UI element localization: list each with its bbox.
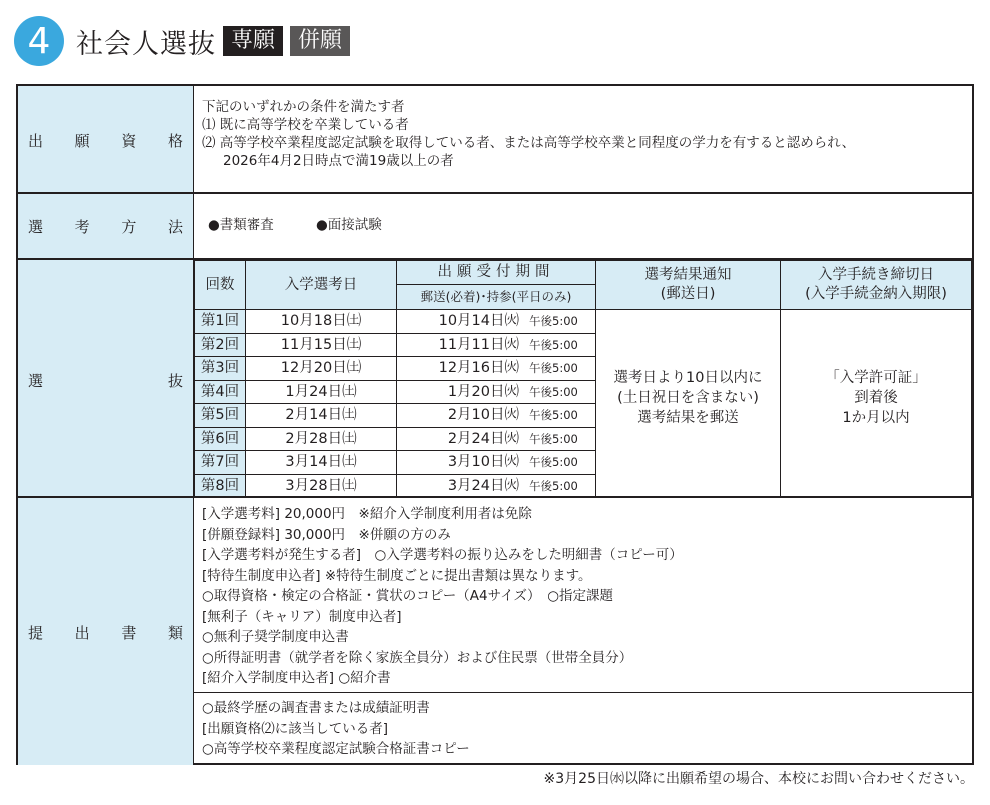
- deadline-notice: [780, 309, 972, 497]
- label-selection: [18, 260, 194, 497]
- result-notice: [595, 309, 781, 497]
- apply-cell: [396, 356, 596, 381]
- exam-date-cell: 2月28日㈯: [245, 427, 397, 452]
- documents-line: [出願資格⑵に該当している者]: [202, 720, 389, 737]
- deadline-line: 「入学許可証」: [825, 370, 927, 386]
- label-method: [18, 194, 194, 258]
- documents-line: [入学選考料] 20,000円 ※紹介入学制度利用者は免除: [202, 506, 532, 522]
- apply-cell: [396, 380, 596, 405]
- round-cell: 第1回: [194, 309, 246, 334]
- th-result-sub: (郵送日): [660, 286, 716, 302]
- label-char: 格: [167, 132, 183, 150]
- exam-date-cell: 11月15日㈯: [245, 333, 397, 358]
- label-text-documents: [28, 622, 183, 643]
- documents-line: ○所得証明書（就学者を除く家族全員分）および住民票（世帯全員分）: [202, 649, 633, 666]
- label-char: 類: [167, 624, 183, 642]
- documents-line: [紹介入学制度申込者] ○紹介書: [202, 670, 391, 686]
- exam-date-cell: 12月20日㈯: [245, 356, 397, 381]
- apply-time: 午後5:00: [529, 314, 578, 328]
- th-deadline-main: 入学手続き締切日: [818, 267, 934, 283]
- result-line: 選考日より10日以内に: [613, 370, 763, 386]
- apply-time: 午後5:00: [529, 478, 578, 493]
- label-char: 抜: [167, 372, 183, 390]
- th-exam-date: 入学選考日: [245, 260, 397, 310]
- method-item-documents: ●書類審査: [208, 217, 274, 233]
- divider: [194, 692, 972, 693]
- apply-time: 午後5:00: [529, 361, 578, 375]
- info-table: [16, 84, 974, 765]
- label-char: 出: [28, 132, 44, 150]
- section-number-badge: 4: [14, 16, 64, 66]
- th-result-main: 選考結果通知: [644, 267, 732, 283]
- label-text-selection: [28, 370, 183, 391]
- round-cell: 第8回: [194, 474, 246, 499]
- exam-date-cell: 1月24日㈯: [245, 380, 397, 405]
- apply-time: 午後5:00: [529, 384, 578, 399]
- documents-line: [無利子（キャリア）制度申込者]: [202, 608, 402, 625]
- tag-heigan: 併願: [290, 26, 350, 56]
- exam-date-cell: 2月14日㈯: [245, 403, 397, 428]
- apply-date: 3月24日㈫: [447, 477, 519, 494]
- label-char: 書: [121, 624, 137, 642]
- apply-cell: [396, 450, 596, 475]
- label-char: 選: [28, 372, 44, 390]
- th-round: 回数: [194, 260, 246, 310]
- qualification-line: ⑵ 高等学校卒業程度認定試験を取得している者、または高等学校卒業と同程度の学力を有すると認められ、: [202, 135, 856, 151]
- label-char: 方: [121, 218, 137, 236]
- qualification-line: 下記のいずれかの条件を満たす者: [202, 99, 405, 115]
- apply-date: 12月16日㈫: [438, 360, 519, 376]
- label-char: 提: [28, 624, 44, 642]
- th-result: [595, 260, 781, 310]
- label-documents: [18, 498, 194, 765]
- qualification-line: ⑴ 既に高等学校を卒業している者: [202, 117, 409, 133]
- documents-line: [特待生制度申込者] ※特待生制度ごとに提出書類は異なります。: [202, 567, 592, 584]
- apply-cell: [396, 333, 596, 358]
- th-period-sub: 郵送(必着)･持参(平日のみ): [396, 284, 596, 310]
- label-text-qualification: [28, 130, 183, 151]
- apply-date: 2月10日㈫: [447, 407, 519, 423]
- label-char: 選: [28, 218, 44, 236]
- exam-date-cell: 10月18日㈯: [245, 309, 397, 334]
- apply-time: 午後5:00: [529, 337, 578, 352]
- th-deadline-sub: (入学手続金納入期限): [805, 286, 947, 302]
- exam-date-cell: 3月14日㈯: [245, 450, 397, 475]
- section-header: [14, 15, 350, 67]
- apply-cell: [396, 474, 596, 499]
- label-char: 出: [74, 624, 90, 642]
- round-cell: 第5回: [194, 403, 246, 428]
- documents-line: [併願登録料] 30,000円 ※併願の方のみ: [202, 526, 451, 543]
- apply-date: 3月10日㈫: [447, 454, 519, 470]
- page-title: 社会人選抜: [76, 28, 216, 60]
- label-qualification: [18, 86, 194, 193]
- deadline-line: 1か月以内: [842, 410, 910, 426]
- result-line: 選考結果を郵送: [637, 410, 739, 426]
- method-item-interview: ●面接試験: [316, 217, 382, 233]
- apply-date: 11月11日㈫: [438, 336, 519, 353]
- footnote: ※3月25日㈬以降に出願希望の場合、本校にお問い合わせください。: [543, 771, 974, 787]
- apply-time: 午後5:00: [529, 431, 578, 446]
- apply-time: 午後5:00: [529, 455, 578, 469]
- result-line: (土日祝日を含まない): [617, 390, 759, 406]
- apply-cell: [396, 403, 596, 428]
- documents-line: ○最終学歴の調査書または成績証明書: [202, 700, 430, 716]
- apply-date: 1月20日㈫: [447, 383, 519, 400]
- th-deadline: [780, 260, 972, 310]
- qualification-content: [202, 98, 962, 170]
- apply-time: 午後5:00: [529, 408, 578, 422]
- round-cell: 第3回: [194, 356, 246, 381]
- apply-cell: [396, 309, 596, 334]
- documents-line: ○取得資格・検定の合格証・賞状のコピー（A4サイズ） ○指定課題: [202, 588, 614, 604]
- documents-line: ○無利子奨学制度申込書: [202, 629, 349, 645]
- round-cell: 第7回: [194, 450, 246, 475]
- round-cell: 第4回: [194, 380, 246, 405]
- deadline-line: 到着後: [854, 390, 898, 406]
- documents-line: [入学選考料が発生する者] ○入学選考料の振り込みをした明細書（コピー可）: [202, 547, 683, 563]
- exam-date-cell: 3月28日㈯: [245, 474, 397, 499]
- tag-senkan: 専願: [223, 26, 283, 56]
- documents-content-b: [202, 698, 962, 760]
- apply-date: 2月24日㈫: [447, 430, 519, 447]
- documents-content-a: [202, 504, 962, 689]
- label-char: 考: [74, 218, 90, 236]
- label-char: 法: [167, 218, 183, 236]
- apply-date: 10月14日㈫: [438, 313, 519, 329]
- label-char: 資: [121, 132, 137, 150]
- round-cell: 第6回: [194, 427, 246, 452]
- label-text-method: [28, 216, 183, 237]
- documents-line: ○高等学校卒業程度認定試験合格証書コピー: [202, 741, 470, 757]
- apply-cell: [396, 427, 596, 452]
- label-char: 願: [74, 132, 90, 150]
- round-cell: 第2回: [194, 333, 246, 358]
- th-period: 出願受付期間: [396, 260, 596, 285]
- qualification-line: 2026年4月2日時点で満19歳以上の者: [223, 153, 454, 169]
